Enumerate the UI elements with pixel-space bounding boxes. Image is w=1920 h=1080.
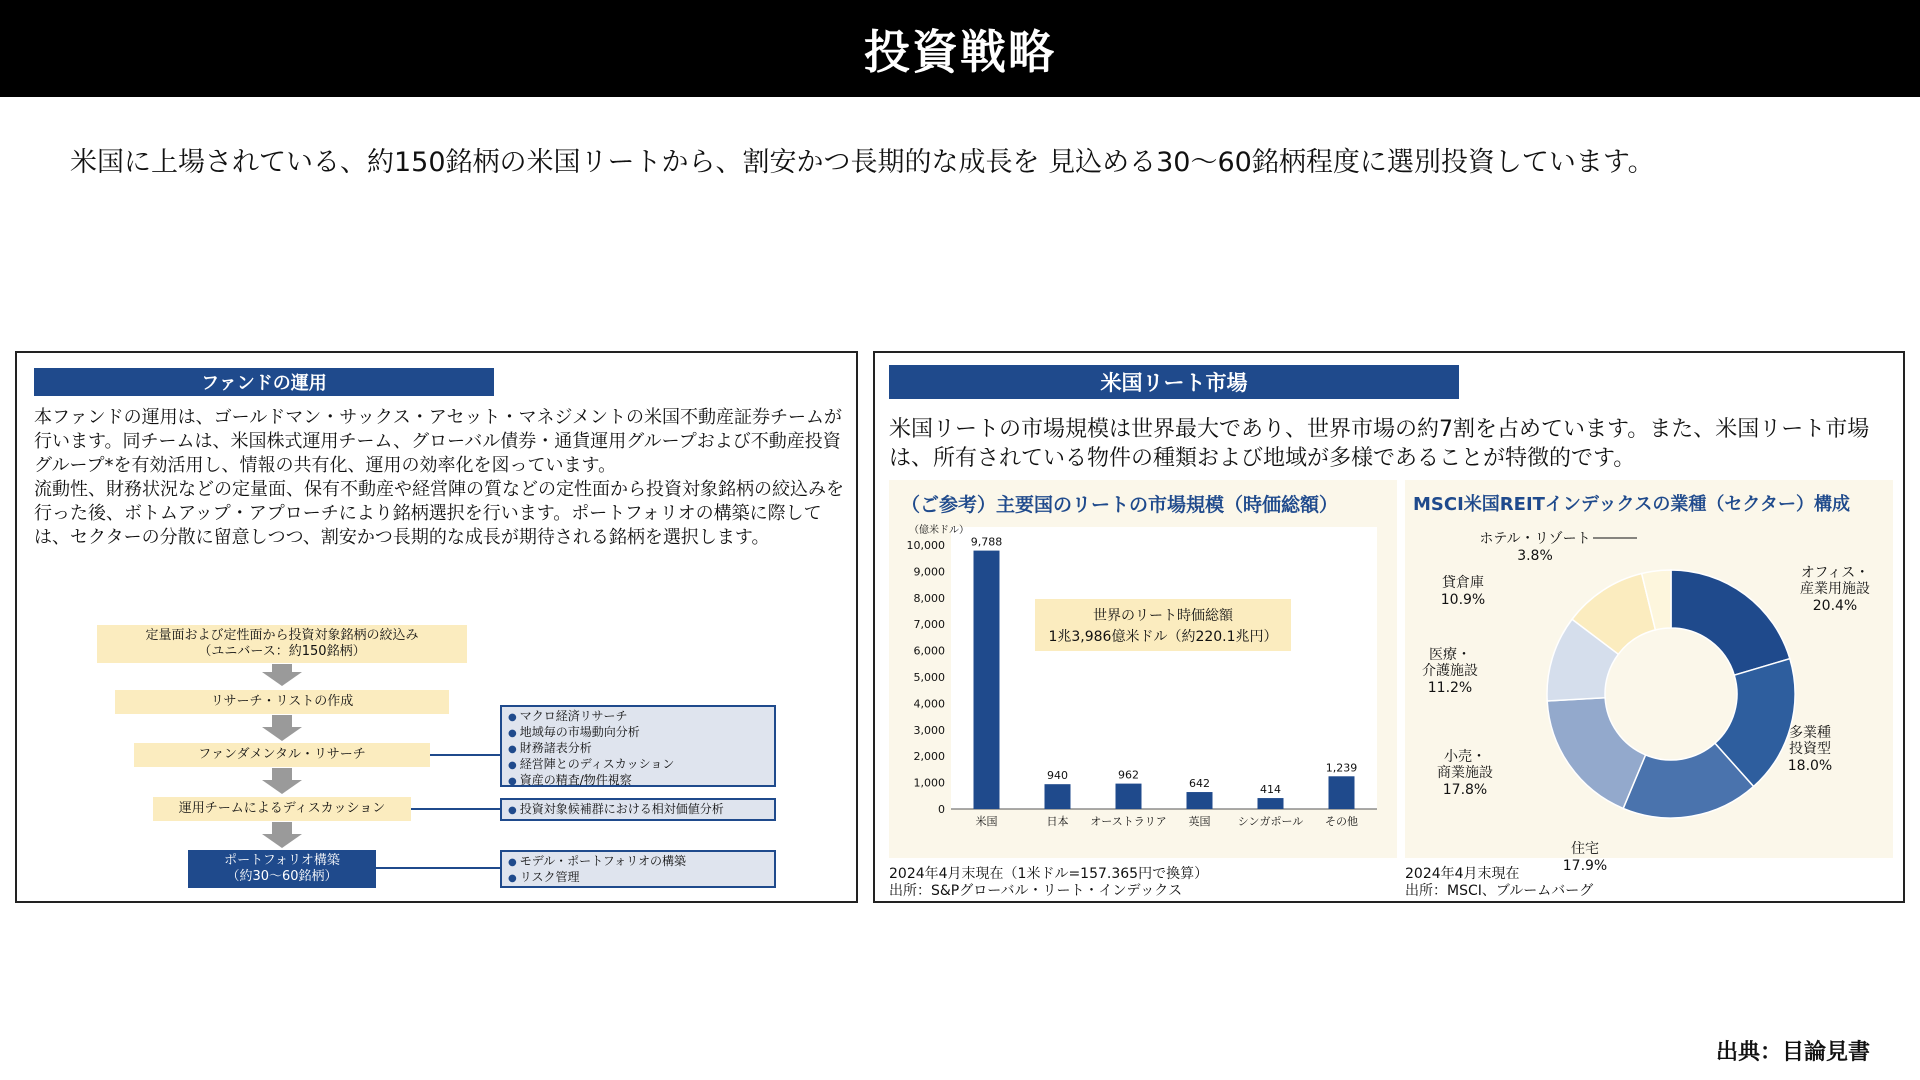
flow-step-research-list bbox=[115, 690, 449, 714]
donut-label-text: 商業施設 bbox=[1437, 765, 1493, 781]
donut-label-3 bbox=[1437, 748, 1493, 798]
fund-description bbox=[34, 406, 844, 550]
donut-value-label: 3.8% bbox=[1517, 548, 1553, 564]
header-bar bbox=[0, 0, 1920, 97]
fund-management-panel bbox=[15, 351, 858, 903]
bar-callout bbox=[1035, 599, 1291, 651]
flow-arrow-4-head bbox=[262, 834, 302, 848]
bar-value-label: 962 bbox=[1118, 768, 1139, 782]
bar-y-tick-label: 5,000 bbox=[913, 671, 945, 684]
bar-plot-area bbox=[951, 527, 1377, 809]
flow-arrow-1-shaft bbox=[272, 664, 292, 672]
donut-label-2 bbox=[1563, 841, 1607, 874]
bar-value-label: 1,239 bbox=[1325, 761, 1358, 775]
page-title: 投資戦略 bbox=[864, 24, 1056, 79]
portfolio-notes bbox=[500, 850, 776, 888]
bar-y-tick-label: 1,000 bbox=[913, 776, 945, 790]
bar-category-label: シンガポール bbox=[1237, 815, 1304, 828]
discussion-note-item: ● 投資対象候補群における相対価値分析 bbox=[508, 802, 768, 818]
research-note-item: ● マクロ経済リサーチ bbox=[508, 709, 768, 725]
bar-y-tick-label: 6,000 bbox=[913, 644, 945, 658]
donut-value-label: 11.2% bbox=[1427, 680, 1473, 696]
donut-label-text: 小売・ bbox=[1444, 749, 1486, 765]
donut-label-text: 多業種 bbox=[1789, 725, 1831, 741]
bar-5 bbox=[1329, 776, 1355, 809]
bar-value-label: 414 bbox=[1260, 783, 1281, 797]
flow-arrow-4-shaft bbox=[272, 822, 292, 834]
donut-label-text: 貸倉庫 bbox=[1442, 575, 1484, 591]
bar-y-tick-label: 9,000 bbox=[913, 565, 945, 579]
connector-research bbox=[430, 754, 500, 756]
flow-arrow-3-shaft bbox=[272, 768, 292, 780]
flow-step-research-list-label: リサーチ・リストの作成 bbox=[210, 694, 354, 709]
market-size-note-source: 出所：S&Pグローバル・リート・インデックス bbox=[889, 883, 1183, 899]
market-size-note-date: 2024年4月末現在（1米ドル=157.365円で換算） bbox=[889, 866, 1209, 882]
bar-value-label: 642 bbox=[1189, 777, 1210, 791]
donut-label-4 bbox=[1422, 647, 1478, 696]
bar-y-tick-label: 0 bbox=[938, 803, 945, 816]
donut-label-5 bbox=[1441, 574, 1485, 608]
lead-text: 米国に上場されている、約150銘柄の米国リートから、割安かつ長期的な成長を 見込める30〜60銘柄程度に選別投資しています。 bbox=[70, 147, 1655, 178]
bar-2 bbox=[1116, 784, 1142, 809]
bar-category-label: その他 bbox=[1325, 815, 1358, 828]
bar-y-tick-label: 10,000 bbox=[906, 539, 945, 552]
bar-y-tick-label: 2,000 bbox=[913, 750, 945, 764]
bar-4 bbox=[1258, 798, 1284, 809]
portfolio-note-item: ● リスク管理 bbox=[508, 870, 768, 886]
donut-value-label: 17.9% bbox=[1562, 858, 1608, 874]
market-size-title: （ご参考）主要国のリートの市場規模（時価総額） bbox=[901, 494, 1339, 516]
research-note-item: ● 経営陣とのディスカッション bbox=[508, 757, 768, 773]
donut-value-label: 20.4% bbox=[1812, 598, 1858, 614]
flow-step-discussion-label: 運用チームによるディスカッション bbox=[178, 801, 386, 816]
flow-arrow-1-head bbox=[262, 672, 302, 686]
flow-arrow-2-head bbox=[262, 727, 302, 741]
flow-step-fundamental-research bbox=[134, 743, 430, 767]
connector-discussion bbox=[411, 808, 500, 810]
bar-y-tick-label: 8,000 bbox=[913, 591, 945, 605]
bar-3 bbox=[1187, 792, 1213, 809]
flow-step-screening-line1: 定量面および定性面から投資対象銘柄の絞込み bbox=[145, 628, 419, 643]
research-note-item: ● 地域毎の市場動向分析 bbox=[508, 725, 768, 741]
flow-step-portfolio bbox=[188, 850, 376, 888]
discussion-notes bbox=[500, 798, 776, 821]
sector-title: MSCI米国REITインデックスの業種（セクター）構成 bbox=[1413, 494, 1851, 515]
sector-note-source: 出所：MSCI、ブルームバーグ bbox=[1405, 883, 1594, 899]
bar-category-label: 日本 bbox=[1046, 815, 1069, 828]
bar-category-label: 米国 bbox=[975, 815, 998, 828]
connector-portfolio bbox=[376, 867, 500, 869]
donut-label-text: 投資型 bbox=[1789, 741, 1831, 757]
bar-callout-line2: 1兆3,986億米ドル（約220.1兆円） bbox=[1048, 629, 1278, 645]
portfolio-note-item: ● モデル・ポートフォリオの構築 bbox=[508, 854, 768, 870]
flow-step-screening bbox=[97, 625, 467, 663]
donut-slice-3 bbox=[1547, 698, 1645, 809]
bar-y-tick-label: 3,000 bbox=[913, 723, 945, 737]
donut-label-text: ホテル・リゾート bbox=[1479, 531, 1591, 547]
bar-value-label: 9,788 bbox=[970, 535, 1003, 549]
fund-description-2: 流動性、財務状況などの定量面、保有不動産や経営陣の質などの定性面から投資対象銘柄の絞込みを行った後、ボトムアップ・アプローチにより銘柄選択を行います。ポートフォリオの構築に際しては、セクターの分散に留意しつつ、割安かつ長期的な成長が期待される銘柄を選択します。 bbox=[34, 479, 844, 548]
flow-step-screening-line2: （ユニバース：約150銘柄） bbox=[198, 644, 366, 659]
research-note-item: ● 資産の精査/物件視察 bbox=[508, 773, 768, 789]
sector-note-date: 2024年4月末現在 bbox=[1405, 866, 1520, 882]
bar-0 bbox=[974, 551, 1000, 809]
fund-management-title: ファンドの運用 bbox=[34, 368, 494, 396]
bar-callout-line1: 世界のリート時価総額 bbox=[1093, 608, 1233, 624]
donut-value-label: 17.8% bbox=[1442, 782, 1488, 798]
donut-label-text: 医療・ bbox=[1429, 647, 1471, 663]
us-reit-market-description: 米国リートの市場規模は世界最大であり、世界市場の約7割を占めています。また、米国リート市場は、所有されている物件の種類および地域が多様であることが特徴的です。 bbox=[889, 417, 1870, 471]
bar-category-label: オーストラリア bbox=[1090, 815, 1167, 828]
fund-description-1: 本ファンドの運用は、ゴールドマン・サックス・アセット・マネジメントの米国不動産証券チームが行います。同チームは、米国株式運用チーム、グローバル債券・通貨運用グループおよび不動産投資グループ*を有効活用し、情報の共有化、運用の効率化を図っています。 bbox=[34, 407, 843, 476]
flow-step-discussion bbox=[153, 797, 411, 821]
donut-label-text: オフィス・ bbox=[1800, 565, 1870, 581]
flow-arrow-3-head bbox=[262, 780, 302, 794]
donut-value-label: 10.9% bbox=[1440, 592, 1486, 608]
bar-unit-label: （億米ドル） bbox=[909, 525, 969, 536]
bar-value-label: 940 bbox=[1047, 769, 1068, 783]
bar-1 bbox=[1045, 784, 1071, 809]
research-notes bbox=[500, 705, 776, 787]
donut-label-text: 住宅 bbox=[1571, 841, 1599, 857]
donut-label-6 bbox=[1479, 531, 1590, 564]
flow-step-portfolio-line1: ポートフォリオ構築 bbox=[224, 853, 340, 868]
us-reit-market-panel bbox=[873, 351, 1905, 903]
flow-arrow-2-shaft bbox=[272, 715, 292, 727]
bar-y-tick-label: 7,000 bbox=[913, 618, 945, 632]
bar-category-label: 英国 bbox=[1188, 815, 1211, 828]
donut-value-label: 18.0% bbox=[1787, 758, 1833, 774]
donut-label-1 bbox=[1788, 724, 1832, 774]
source-citation: 出典：目論見書 bbox=[1715, 1040, 1870, 1065]
donut-slice-0 bbox=[1671, 570, 1790, 675]
market-size-bar-chart bbox=[889, 521, 1397, 841]
donut-label-text: 産業用施設 bbox=[1800, 581, 1870, 597]
donut-label-text: 介護施設 bbox=[1422, 663, 1478, 679]
us-reit-market-title: 米国リート市場 bbox=[889, 365, 1459, 399]
flow-step-portfolio-line2: （約30〜60銘柄） bbox=[226, 869, 338, 884]
donut-label-0 bbox=[1800, 565, 1870, 614]
bar-y-tick-label: 4,000 bbox=[913, 697, 945, 711]
research-note-item: ● 財務諸表分析 bbox=[508, 741, 768, 757]
flow-step-fundamental-research-label: ファンダメンタル・リサーチ bbox=[198, 747, 366, 762]
